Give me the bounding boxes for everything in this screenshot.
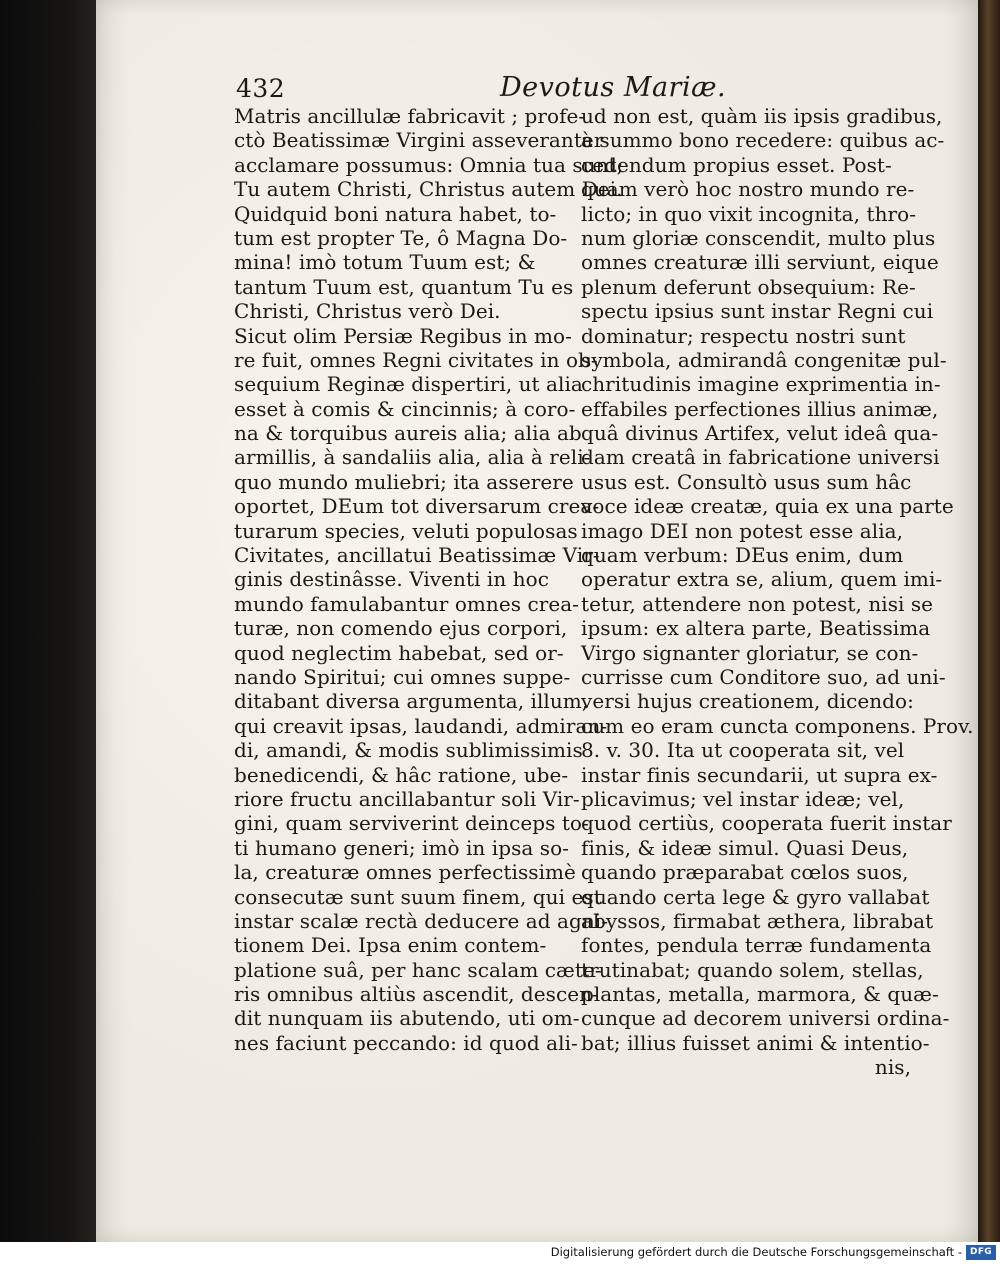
running-head: Devotus Mariæ.: [500, 72, 727, 103]
text-line: voce ideæ creatæ, quia ex una parte: [581, 494, 954, 519]
text-line: fontes, pendula terræ fundamenta: [581, 933, 932, 958]
text-line: na & torquibus aureis alia; alia ab: [234, 421, 582, 446]
text-line: Sicut olim Persiæ Regibus in mo-: [234, 323, 572, 348]
page-number: 432: [236, 74, 286, 103]
text-line: Quidquid boni natura habet, to-: [234, 201, 557, 226]
text-line: bat; illius fuisset animi & intentio-: [581, 1030, 930, 1055]
text-line: quando certa lege & gyro vallabat: [581, 884, 930, 909]
text-line: nando Spiritui; cui omnes suppe-: [234, 664, 571, 689]
text-line: platione suâ, per hanc scalam cæte-: [234, 957, 602, 982]
text-line: spectu ipsius sunt instar Regni cui: [581, 299, 934, 324]
left-text-column: [234, 104, 624, 1055]
text-line: sequium Reginæ dispertiri, ut alia: [234, 372, 583, 397]
text-line: dit nunquam iis abutendo, uti om-: [234, 1006, 580, 1031]
text-line: riore fructu ancillabantur soli Vir-: [234, 786, 580, 811]
text-line: turarum species, veluti populosas: [234, 518, 578, 543]
text-line: ctò Beatissimæ Virgini asseveranter: [234, 128, 604, 153]
text-line: num gloriæ conscendit, multo plus: [581, 225, 936, 250]
text-line: ti humano generi; imò in ipsa so-: [234, 835, 569, 860]
text-line: ipsum: ex altera parte, Beatissima: [581, 616, 931, 641]
text-line: turæ, non comendo ejus corpori,: [234, 616, 568, 641]
text-line: la, creaturæ omnes perfectissimè: [234, 860, 576, 885]
text-line: plenum deferunt obsequium: Re-: [581, 274, 916, 299]
text-line: currisse cum Conditore suo, ad uni-: [581, 664, 946, 689]
text-line: instar finis secundarii, ut supra ex-: [581, 762, 938, 787]
text-line: esset à comis & cincinnis; à coro-: [234, 396, 576, 421]
text-line: quando præparabat cœlos suos,: [581, 860, 909, 885]
text-line: armillis, à sandaliis alia, alia à reli-: [234, 445, 591, 470]
text-line: gini, quam serviverint deinceps to-: [234, 811, 589, 836]
text-line: qui creavit ipsas, laudandi, admiran-: [234, 713, 608, 738]
text-line: versi hujus creationem, dicendo:: [581, 689, 914, 714]
text-line: Matris ancillulæ fabricavit ; profe-: [234, 104, 586, 128]
text-line: ris omnibus altiùs ascendit, descen-: [234, 982, 599, 1007]
text-line: consecutæ sunt suum finem, qui est: [234, 884, 602, 909]
text-line: quam verò hoc nostro mundo re-: [581, 177, 915, 202]
text-line: benedicendi, & hâc ratione, ube-: [234, 762, 569, 787]
text-line: cunque ad decorem universi ordina-: [581, 1006, 950, 1031]
catchword: nis,: [874, 1055, 911, 1080]
text-line: usus est. Consultò usus sum hâc: [581, 469, 912, 494]
text-line: trutinabat; quando solem, stellas,: [581, 957, 924, 982]
digitization-footer: [0, 1242, 1000, 1264]
text-line: cedendum propius esset. Post-: [581, 152, 892, 177]
scan-left-margin: [0, 0, 96, 1242]
text-line: dominatur; respectu nostri sunt: [581, 323, 906, 348]
text-line: imago DEI non potest esse alia,: [581, 518, 904, 543]
text-line: à summo bono recedere: quibus ac-: [581, 128, 945, 153]
text-line: 8. v. 30. Ita ut cooperata sit, vel: [581, 738, 905, 763]
text-line: tum est propter Te, ô Magna Do-: [234, 225, 568, 250]
text-line: instar scalæ rectà deducere ad agni-: [234, 908, 609, 933]
text-line: licto; in quo vixit incognita, thro-: [581, 201, 917, 226]
text-line: nes faciunt peccando: id quod ali-: [234, 1030, 578, 1055]
text-line: operatur extra se, alium, quem imi-: [581, 567, 943, 592]
text-line: Civitates, ancillatui Beatissimæ Vir-: [234, 543, 600, 568]
book-fore-edge: [978, 0, 1000, 1242]
text-line: quod neglectim habebat, sed or-: [234, 640, 564, 665]
text-line: plicavimus; vel instar ideæ; vel,: [581, 786, 905, 811]
text-line: re fuit, omnes Regni civitates in ob-: [234, 347, 598, 372]
text-line: dam creatâ in fabricatione universi: [581, 445, 940, 470]
dfg-logo: DFG: [966, 1245, 996, 1260]
text-line: quam verbum: DEus enim, dum: [581, 543, 904, 568]
right-text-column: [581, 104, 974, 1080]
text-line: symbola, admirandâ congenitæ pul-: [581, 347, 947, 372]
text-line: tionem Dei. Ipsa enim contem-: [234, 933, 547, 958]
text-line: chritudinis imagine exprimentia in-: [581, 372, 941, 397]
text-line: mundo famulabantur omnes crea-: [234, 591, 579, 616]
text-line: abyssos, firmabat æthera, librabat: [581, 908, 934, 933]
text-line: tantum Tuum est, quantum Tu es: [234, 274, 574, 299]
text-line: ginis destinâsse. Viventi in hoc: [234, 567, 549, 592]
text-line: ditabant diversa argumenta, illum,: [234, 689, 589, 714]
text-line: finis, & ideæ simul. Quasi Deus,: [581, 835, 909, 860]
text-line: acclamare possumus: Omnia tua sunt;: [234, 152, 624, 177]
text-line: Christi, Christus verò Dei.: [234, 299, 501, 324]
text-line: oportet, DEum tot diversarum crea-: [234, 494, 600, 519]
text-line: plantas, metalla, marmora, & quæ-: [581, 982, 939, 1007]
text-line: quo mundo muliebri; ita asserere: [234, 469, 574, 494]
text-line: tetur, attendere non potest, nisi se: [581, 591, 934, 616]
text-line: ud non est, quàm iis ipsis gradibus,: [581, 104, 943, 128]
funding-credit: Digitalisierung gefördert durch die Deutsche Forschungsgemeinschaft -: [550, 1245, 962, 1259]
text-line: effabiles perfectiones illius animæ,: [581, 396, 939, 421]
text-line: mina! imò totum Tuum est; &: [234, 250, 536, 275]
text-line: Virgo signanter gloriatur, se con-: [581, 640, 919, 665]
text-line: omnes creaturæ illi serviunt, eique: [581, 250, 939, 275]
text-line: quâ divinus Artifex, velut ideâ qua-: [581, 421, 939, 446]
text-line: cum eo eram cuncta componens. Prov.: [581, 713, 974, 738]
text-line: di, amandi, & modis sublimissimis: [234, 738, 583, 763]
text-line: Tu autem Christi, Christus autem Dei.: [234, 177, 623, 202]
text-line: quod certiùs, cooperata fuerit instar: [581, 811, 952, 836]
